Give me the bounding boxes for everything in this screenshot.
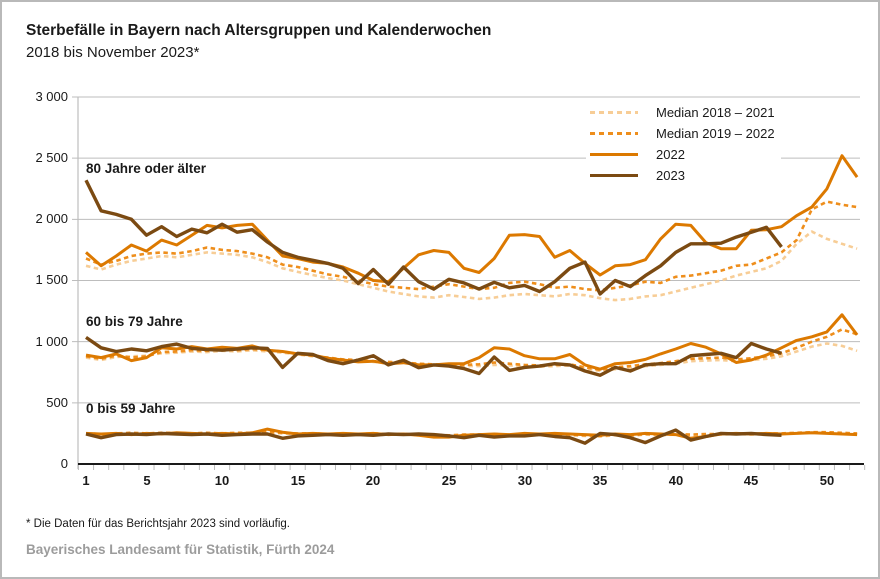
chart-title: Sterbefälle in Bayern nach Altersgruppen und Kalenderwochen bbox=[26, 22, 492, 39]
legend-item-2023 bbox=[590, 165, 775, 186]
legend-item-2022 bbox=[590, 144, 775, 165]
x-tick-label: 20 bbox=[365, 473, 381, 488]
x-tick-label: 1 bbox=[82, 473, 90, 488]
legend-swatch-dotted-orange bbox=[590, 132, 638, 135]
y-tick-label: 1 500 bbox=[35, 272, 68, 287]
legend-item-median-2018-2021 bbox=[590, 102, 775, 123]
series-median_2019_2022 bbox=[86, 202, 857, 291]
legend-label: 2022 bbox=[656, 147, 685, 162]
legend-item-median-2019-2022 bbox=[590, 123, 775, 144]
legend-swatch-solid-brown bbox=[590, 174, 638, 177]
y-tick-label: 2 000 bbox=[35, 211, 68, 226]
y-tick-label: 1 000 bbox=[35, 334, 68, 349]
legend-label: Median 2018 – 2021 bbox=[656, 105, 775, 120]
y-tick-label: 2 500 bbox=[35, 150, 68, 165]
series-y2023 bbox=[86, 337, 782, 375]
x-tick-label: 40 bbox=[668, 473, 684, 488]
legend-swatch-solid-orange bbox=[590, 153, 638, 156]
group-label-0-59: 0 bis 59 Jahre bbox=[86, 401, 176, 416]
x-tick-label: 10 bbox=[214, 473, 230, 488]
chart-subtitle: 2018 bis November 2023* bbox=[26, 44, 200, 61]
source-attribution: Bayerisches Landesamt für Statistik, Fürth 2024 bbox=[26, 542, 335, 557]
x-tick-label: 45 bbox=[743, 473, 759, 488]
group-label-60-79: 60 bis 79 Jahre bbox=[86, 314, 183, 329]
x-tick-label: 5 bbox=[143, 473, 151, 488]
legend-swatch-dotted-light bbox=[590, 111, 638, 114]
group-label-80plus: 80 Jahre oder älter bbox=[86, 161, 207, 176]
chart-legend bbox=[586, 101, 781, 187]
line-chart-plot bbox=[2, 2, 880, 579]
x-tick-label: 15 bbox=[290, 473, 306, 488]
x-tick-label: 50 bbox=[819, 473, 835, 488]
y-tick-label: 500 bbox=[46, 395, 68, 410]
legend-label: 2023 bbox=[656, 168, 685, 183]
y-tick-label: 0 bbox=[60, 456, 68, 471]
x-tick-label: 30 bbox=[517, 473, 533, 488]
footnote: * Die Daten für das Berichtsjahr 2023 sind vorläufig. bbox=[26, 518, 291, 530]
x-tick-label: 25 bbox=[441, 473, 457, 488]
legend-label: Median 2019 – 2022 bbox=[656, 126, 775, 141]
y-tick-label: 3 000 bbox=[35, 89, 68, 104]
x-tick-label: 35 bbox=[592, 473, 608, 488]
